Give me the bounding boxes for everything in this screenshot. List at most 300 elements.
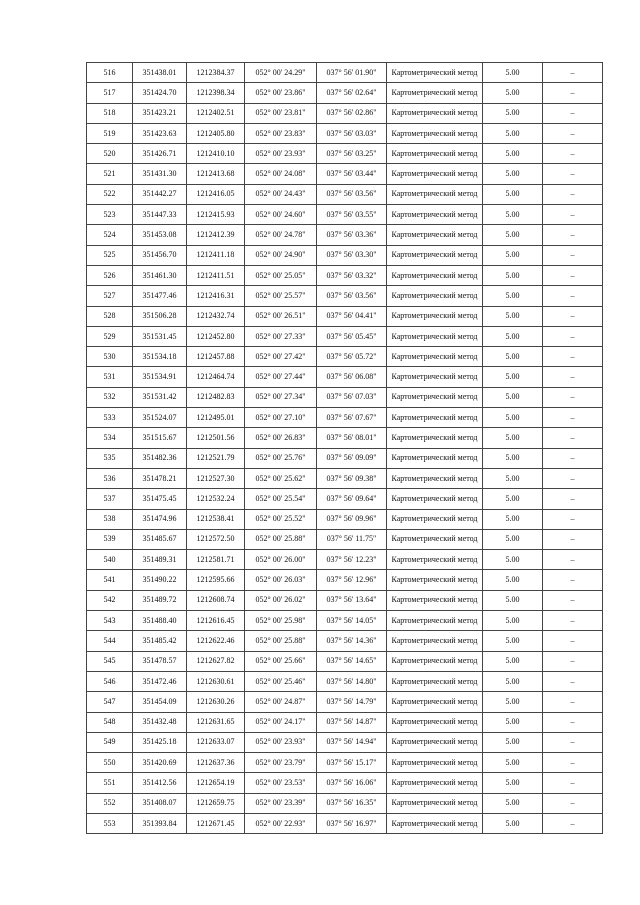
accuracy-cell: 5.00 bbox=[483, 489, 543, 509]
note-cell: – bbox=[543, 753, 603, 773]
table-row bbox=[87, 63, 603, 83]
x-coordinate-cell: 351531.42 bbox=[133, 387, 187, 407]
accuracy-cell: 5.00 bbox=[483, 692, 543, 712]
x-coordinate-cell: 351461.30 bbox=[133, 265, 187, 285]
x-coordinate-cell: 351485.67 bbox=[133, 529, 187, 549]
x-coordinate-cell: 351531.45 bbox=[133, 326, 187, 346]
note-cell: – bbox=[543, 205, 603, 225]
accuracy-cell: 5.00 bbox=[483, 326, 543, 346]
longitude-cell: 037° 56' 03.55" bbox=[317, 205, 387, 225]
table-row bbox=[87, 144, 603, 164]
note-cell: – bbox=[543, 245, 603, 265]
latitude-cell: 052° 00' 25.52" bbox=[245, 509, 317, 529]
latitude-cell: 052° 00' 27.33" bbox=[245, 326, 317, 346]
table-row bbox=[87, 326, 603, 346]
point-number-cell: 545 bbox=[87, 651, 133, 671]
note-cell: – bbox=[543, 164, 603, 184]
method-cell: Картометрический метод bbox=[387, 468, 483, 488]
y-coordinate-cell: 1212572.50 bbox=[187, 529, 245, 549]
y-coordinate-cell: 1212622.46 bbox=[187, 631, 245, 651]
accuracy-cell: 5.00 bbox=[483, 529, 543, 549]
note-cell: – bbox=[543, 306, 603, 326]
method-cell: Картометрический метод bbox=[387, 123, 483, 143]
longitude-cell: 037° 56' 03.56" bbox=[317, 184, 387, 204]
latitude-cell: 052° 00' 22.93" bbox=[245, 813, 317, 833]
method-cell: Картометрический метод bbox=[387, 509, 483, 529]
accuracy-cell: 5.00 bbox=[483, 570, 543, 590]
accuracy-cell: 5.00 bbox=[483, 245, 543, 265]
point-number-cell: 519 bbox=[87, 123, 133, 143]
latitude-cell: 052° 00' 25.46" bbox=[245, 671, 317, 691]
accuracy-cell: 5.00 bbox=[483, 103, 543, 123]
y-coordinate-cell: 1212538.41 bbox=[187, 509, 245, 529]
longitude-cell: 037° 56' 03.03" bbox=[317, 123, 387, 143]
x-coordinate-cell: 351431.30 bbox=[133, 164, 187, 184]
y-coordinate-cell: 1212501.56 bbox=[187, 428, 245, 448]
latitude-cell: 052° 00' 25.76" bbox=[245, 448, 317, 468]
table-row bbox=[87, 590, 603, 610]
method-cell: Картометрический метод bbox=[387, 793, 483, 813]
latitude-cell: 052° 00' 23.93" bbox=[245, 732, 317, 752]
point-number-cell: 528 bbox=[87, 306, 133, 326]
method-cell: Картометрический метод bbox=[387, 529, 483, 549]
longitude-cell: 037° 56' 03.30" bbox=[317, 245, 387, 265]
method-cell: Картометрический метод bbox=[387, 671, 483, 691]
note-cell: – bbox=[543, 83, 603, 103]
y-coordinate-cell: 1212616.45 bbox=[187, 611, 245, 631]
longitude-cell: 037° 56' 15.17" bbox=[317, 753, 387, 773]
method-cell: Картометрический метод bbox=[387, 631, 483, 651]
table-row bbox=[87, 570, 603, 590]
note-cell: – bbox=[543, 326, 603, 346]
x-coordinate-cell: 351490.22 bbox=[133, 570, 187, 590]
coordinates-table bbox=[86, 62, 603, 834]
method-cell: Картометрический метод bbox=[387, 245, 483, 265]
table-row bbox=[87, 529, 603, 549]
x-coordinate-cell: 351442.27 bbox=[133, 184, 187, 204]
note-cell: – bbox=[543, 651, 603, 671]
longitude-cell: 037° 56' 03.25" bbox=[317, 144, 387, 164]
method-cell: Картометрический метод bbox=[387, 813, 483, 833]
note-cell: – bbox=[543, 692, 603, 712]
y-coordinate-cell: 1212633.07 bbox=[187, 732, 245, 752]
point-number-cell: 534 bbox=[87, 428, 133, 448]
method-cell: Картометрический метод bbox=[387, 570, 483, 590]
note-cell: – bbox=[543, 611, 603, 631]
method-cell: Картометрический метод bbox=[387, 753, 483, 773]
point-number-cell: 548 bbox=[87, 712, 133, 732]
longitude-cell: 037° 56' 09.64" bbox=[317, 489, 387, 509]
point-number-cell: 553 bbox=[87, 813, 133, 833]
y-coordinate-cell: 1212416.31 bbox=[187, 286, 245, 306]
y-coordinate-cell: 1212452.80 bbox=[187, 326, 245, 346]
latitude-cell: 052° 00' 26.83" bbox=[245, 428, 317, 448]
point-number-cell: 547 bbox=[87, 692, 133, 712]
latitude-cell: 052° 00' 25.05" bbox=[245, 265, 317, 285]
latitude-cell: 052° 00' 24.17" bbox=[245, 712, 317, 732]
point-number-cell: 532 bbox=[87, 387, 133, 407]
accuracy-cell: 5.00 bbox=[483, 671, 543, 691]
table-row bbox=[87, 468, 603, 488]
point-number-cell: 533 bbox=[87, 408, 133, 428]
latitude-cell: 052° 00' 26.51" bbox=[245, 306, 317, 326]
y-coordinate-cell: 1212411.51 bbox=[187, 265, 245, 285]
x-coordinate-cell: 351425.18 bbox=[133, 732, 187, 752]
note-cell: – bbox=[543, 509, 603, 529]
note-cell: – bbox=[543, 184, 603, 204]
table-row bbox=[87, 367, 603, 387]
y-coordinate-cell: 1212495.01 bbox=[187, 408, 245, 428]
y-coordinate-cell: 1212432.74 bbox=[187, 306, 245, 326]
latitude-cell: 052° 00' 23.83" bbox=[245, 123, 317, 143]
latitude-cell: 052° 00' 23.53" bbox=[245, 773, 317, 793]
longitude-cell: 037° 56' 03.32" bbox=[317, 265, 387, 285]
y-coordinate-cell: 1212413.68 bbox=[187, 164, 245, 184]
latitude-cell: 052° 00' 24.43" bbox=[245, 184, 317, 204]
point-number-cell: 546 bbox=[87, 671, 133, 691]
point-number-cell: 543 bbox=[87, 611, 133, 631]
table-row bbox=[87, 692, 603, 712]
latitude-cell: 052° 00' 24.60" bbox=[245, 205, 317, 225]
y-coordinate-cell: 1212521.79 bbox=[187, 448, 245, 468]
table-row bbox=[87, 732, 603, 752]
method-cell: Картометрический метод bbox=[387, 326, 483, 346]
longitude-cell: 037° 56' 08.01" bbox=[317, 428, 387, 448]
x-coordinate-cell: 351488.40 bbox=[133, 611, 187, 631]
y-coordinate-cell: 1212527.30 bbox=[187, 468, 245, 488]
latitude-cell: 052° 00' 24.08" bbox=[245, 164, 317, 184]
note-cell: – bbox=[543, 590, 603, 610]
latitude-cell: 052° 00' 24.90" bbox=[245, 245, 317, 265]
x-coordinate-cell: 351423.63 bbox=[133, 123, 187, 143]
method-cell: Картометрический метод bbox=[387, 286, 483, 306]
table-row bbox=[87, 428, 603, 448]
latitude-cell: 052° 00' 24.29" bbox=[245, 63, 317, 83]
note-cell: – bbox=[543, 408, 603, 428]
table-row bbox=[87, 408, 603, 428]
accuracy-cell: 5.00 bbox=[483, 813, 543, 833]
table-row bbox=[87, 205, 603, 225]
note-cell: – bbox=[543, 468, 603, 488]
method-cell: Картометрический метод bbox=[387, 184, 483, 204]
x-coordinate-cell: 351412.56 bbox=[133, 773, 187, 793]
method-cell: Картометрический метод bbox=[387, 550, 483, 570]
longitude-cell: 037° 56' 03.56" bbox=[317, 286, 387, 306]
latitude-cell: 052° 00' 23.79" bbox=[245, 753, 317, 773]
latitude-cell: 052° 00' 27.42" bbox=[245, 347, 317, 367]
accuracy-cell: 5.00 bbox=[483, 550, 543, 570]
coordinates-table-body bbox=[87, 63, 603, 834]
y-coordinate-cell: 1212671.45 bbox=[187, 813, 245, 833]
note-cell: – bbox=[543, 813, 603, 833]
method-cell: Картометрический метод bbox=[387, 144, 483, 164]
table-row bbox=[87, 103, 603, 123]
note-cell: – bbox=[543, 712, 603, 732]
point-number-cell: 527 bbox=[87, 286, 133, 306]
latitude-cell: 052° 00' 23.86" bbox=[245, 83, 317, 103]
latitude-cell: 052° 00' 24.87" bbox=[245, 692, 317, 712]
latitude-cell: 052° 00' 25.54" bbox=[245, 489, 317, 509]
note-cell: – bbox=[543, 428, 603, 448]
accuracy-cell: 5.00 bbox=[483, 164, 543, 184]
note-cell: – bbox=[543, 448, 603, 468]
note-cell: – bbox=[543, 529, 603, 549]
note-cell: – bbox=[543, 773, 603, 793]
latitude-cell: 052° 00' 27.44" bbox=[245, 367, 317, 387]
point-number-cell: 531 bbox=[87, 367, 133, 387]
longitude-cell: 037° 56' 09.09" bbox=[317, 448, 387, 468]
longitude-cell: 037° 56' 13.64" bbox=[317, 590, 387, 610]
point-number-cell: 521 bbox=[87, 164, 133, 184]
method-cell: Картометрический метод bbox=[387, 408, 483, 428]
table-row bbox=[87, 753, 603, 773]
y-coordinate-cell: 1212581.71 bbox=[187, 550, 245, 570]
point-number-cell: 522 bbox=[87, 184, 133, 204]
y-coordinate-cell: 1212402.51 bbox=[187, 103, 245, 123]
accuracy-cell: 5.00 bbox=[483, 448, 543, 468]
x-coordinate-cell: 351432.48 bbox=[133, 712, 187, 732]
table-row bbox=[87, 651, 603, 671]
table-row bbox=[87, 813, 603, 833]
x-coordinate-cell: 351454.09 bbox=[133, 692, 187, 712]
method-cell: Картометрический метод bbox=[387, 367, 483, 387]
point-number-cell: 536 bbox=[87, 468, 133, 488]
longitude-cell: 037° 56' 14.36" bbox=[317, 631, 387, 651]
method-cell: Картометрический метод bbox=[387, 448, 483, 468]
table-row bbox=[87, 611, 603, 631]
longitude-cell: 037° 56' 03.36" bbox=[317, 225, 387, 245]
point-number-cell: 529 bbox=[87, 326, 133, 346]
point-number-cell: 541 bbox=[87, 570, 133, 590]
note-cell: – bbox=[543, 732, 603, 752]
longitude-cell: 037° 56' 16.06" bbox=[317, 773, 387, 793]
table-row bbox=[87, 123, 603, 143]
longitude-cell: 037° 56' 12.23" bbox=[317, 550, 387, 570]
point-number-cell: 516 bbox=[87, 63, 133, 83]
latitude-cell: 052° 00' 24.78" bbox=[245, 225, 317, 245]
note-cell: – bbox=[543, 123, 603, 143]
accuracy-cell: 5.00 bbox=[483, 265, 543, 285]
longitude-cell: 037° 56' 14.94" bbox=[317, 732, 387, 752]
table-row bbox=[87, 712, 603, 732]
accuracy-cell: 5.00 bbox=[483, 631, 543, 651]
y-coordinate-cell: 1212637.36 bbox=[187, 753, 245, 773]
point-number-cell: 525 bbox=[87, 245, 133, 265]
longitude-cell: 037° 56' 05.72" bbox=[317, 347, 387, 367]
x-coordinate-cell: 351482.36 bbox=[133, 448, 187, 468]
method-cell: Картометрический метод bbox=[387, 732, 483, 752]
method-cell: Картометрический метод bbox=[387, 347, 483, 367]
note-cell: – bbox=[543, 489, 603, 509]
accuracy-cell: 5.00 bbox=[483, 144, 543, 164]
latitude-cell: 052° 00' 25.57" bbox=[245, 286, 317, 306]
note-cell: – bbox=[543, 103, 603, 123]
accuracy-cell: 5.00 bbox=[483, 509, 543, 529]
table-row bbox=[87, 793, 603, 813]
accuracy-cell: 5.00 bbox=[483, 611, 543, 631]
accuracy-cell: 5.00 bbox=[483, 712, 543, 732]
point-number-cell: 517 bbox=[87, 83, 133, 103]
accuracy-cell: 5.00 bbox=[483, 63, 543, 83]
note-cell: – bbox=[543, 387, 603, 407]
latitude-cell: 052° 00' 26.03" bbox=[245, 570, 317, 590]
y-coordinate-cell: 1212410.10 bbox=[187, 144, 245, 164]
x-coordinate-cell: 351393.84 bbox=[133, 813, 187, 833]
note-cell: – bbox=[543, 570, 603, 590]
point-number-cell: 538 bbox=[87, 509, 133, 529]
table-row bbox=[87, 286, 603, 306]
accuracy-cell: 5.00 bbox=[483, 408, 543, 428]
longitude-cell: 037° 56' 09.96" bbox=[317, 509, 387, 529]
method-cell: Картометрический метод bbox=[387, 63, 483, 83]
table-row bbox=[87, 184, 603, 204]
accuracy-cell: 5.00 bbox=[483, 225, 543, 245]
accuracy-cell: 5.00 bbox=[483, 286, 543, 306]
x-coordinate-cell: 351420.69 bbox=[133, 753, 187, 773]
table-row bbox=[87, 489, 603, 509]
longitude-cell: 037° 56' 11.75" bbox=[317, 529, 387, 549]
longitude-cell: 037° 56' 12.96" bbox=[317, 570, 387, 590]
y-coordinate-cell: 1212630.61 bbox=[187, 671, 245, 691]
y-coordinate-cell: 1212595.66 bbox=[187, 570, 245, 590]
longitude-cell: 037° 56' 01.90" bbox=[317, 63, 387, 83]
longitude-cell: 037° 56' 14.87" bbox=[317, 712, 387, 732]
note-cell: – bbox=[543, 671, 603, 691]
table-row bbox=[87, 509, 603, 529]
point-number-cell: 550 bbox=[87, 753, 133, 773]
point-number-cell: 540 bbox=[87, 550, 133, 570]
latitude-cell: 052° 00' 26.02" bbox=[245, 590, 317, 610]
point-number-cell: 544 bbox=[87, 631, 133, 651]
x-coordinate-cell: 351524.07 bbox=[133, 408, 187, 428]
longitude-cell: 037° 56' 16.35" bbox=[317, 793, 387, 813]
method-cell: Картометрический метод bbox=[387, 692, 483, 712]
table-row bbox=[87, 265, 603, 285]
longitude-cell: 037° 56' 09.38" bbox=[317, 468, 387, 488]
method-cell: Картометрический метод bbox=[387, 489, 483, 509]
table-row bbox=[87, 550, 603, 570]
method-cell: Картометрический метод bbox=[387, 428, 483, 448]
table-row bbox=[87, 83, 603, 103]
method-cell: Картометрический метод bbox=[387, 306, 483, 326]
table-row bbox=[87, 448, 603, 468]
accuracy-cell: 5.00 bbox=[483, 651, 543, 671]
latitude-cell: 052° 00' 25.88" bbox=[245, 631, 317, 651]
y-coordinate-cell: 1212398.34 bbox=[187, 83, 245, 103]
latitude-cell: 052° 00' 25.66" bbox=[245, 651, 317, 671]
point-number-cell: 524 bbox=[87, 225, 133, 245]
longitude-cell: 037° 56' 04.41" bbox=[317, 306, 387, 326]
method-cell: Картометрический метод bbox=[387, 590, 483, 610]
y-coordinate-cell: 1212412.39 bbox=[187, 225, 245, 245]
accuracy-cell: 5.00 bbox=[483, 306, 543, 326]
x-coordinate-cell: 351478.21 bbox=[133, 468, 187, 488]
x-coordinate-cell: 351472.46 bbox=[133, 671, 187, 691]
latitude-cell: 052° 00' 27.34" bbox=[245, 387, 317, 407]
note-cell: – bbox=[543, 347, 603, 367]
point-number-cell: 542 bbox=[87, 590, 133, 610]
method-cell: Картометрический метод bbox=[387, 651, 483, 671]
x-coordinate-cell: 351515.67 bbox=[133, 428, 187, 448]
longitude-cell: 037° 56' 14.05" bbox=[317, 611, 387, 631]
accuracy-cell: 5.00 bbox=[483, 123, 543, 143]
point-number-cell: 526 bbox=[87, 265, 133, 285]
y-coordinate-cell: 1212384.37 bbox=[187, 63, 245, 83]
accuracy-cell: 5.00 bbox=[483, 184, 543, 204]
x-coordinate-cell: 351408.07 bbox=[133, 793, 187, 813]
latitude-cell: 052° 00' 27.10" bbox=[245, 408, 317, 428]
method-cell: Картометрический метод bbox=[387, 712, 483, 732]
x-coordinate-cell: 351424.70 bbox=[133, 83, 187, 103]
x-coordinate-cell: 351506.28 bbox=[133, 306, 187, 326]
point-number-cell: 551 bbox=[87, 773, 133, 793]
latitude-cell: 052° 00' 23.39" bbox=[245, 793, 317, 813]
point-number-cell: 537 bbox=[87, 489, 133, 509]
y-coordinate-cell: 1212464.74 bbox=[187, 367, 245, 387]
x-coordinate-cell: 351447.33 bbox=[133, 205, 187, 225]
table-row bbox=[87, 245, 603, 265]
accuracy-cell: 5.00 bbox=[483, 468, 543, 488]
longitude-cell: 037° 56' 07.03" bbox=[317, 387, 387, 407]
accuracy-cell: 5.00 bbox=[483, 773, 543, 793]
note-cell: – bbox=[543, 225, 603, 245]
note-cell: – bbox=[543, 63, 603, 83]
point-number-cell: 523 bbox=[87, 205, 133, 225]
longitude-cell: 037° 56' 14.65" bbox=[317, 651, 387, 671]
note-cell: – bbox=[543, 550, 603, 570]
note-cell: – bbox=[543, 631, 603, 651]
point-number-cell: 549 bbox=[87, 732, 133, 752]
y-coordinate-cell: 1212654.19 bbox=[187, 773, 245, 793]
accuracy-cell: 5.00 bbox=[483, 428, 543, 448]
y-coordinate-cell: 1212411.18 bbox=[187, 245, 245, 265]
table-row bbox=[87, 306, 603, 326]
table-row bbox=[87, 225, 603, 245]
x-coordinate-cell: 351489.72 bbox=[133, 590, 187, 610]
table-row bbox=[87, 671, 603, 691]
latitude-cell: 052° 00' 23.81" bbox=[245, 103, 317, 123]
accuracy-cell: 5.00 bbox=[483, 732, 543, 752]
x-coordinate-cell: 351438.01 bbox=[133, 63, 187, 83]
y-coordinate-cell: 1212627.82 bbox=[187, 651, 245, 671]
y-coordinate-cell: 1212631.65 bbox=[187, 712, 245, 732]
method-cell: Картометрический метод bbox=[387, 83, 483, 103]
y-coordinate-cell: 1212630.26 bbox=[187, 692, 245, 712]
longitude-cell: 037° 56' 16.97" bbox=[317, 813, 387, 833]
y-coordinate-cell: 1212532.24 bbox=[187, 489, 245, 509]
point-number-cell: 518 bbox=[87, 103, 133, 123]
method-cell: Картометрический метод bbox=[387, 387, 483, 407]
method-cell: Картометрический метод bbox=[387, 225, 483, 245]
method-cell: Картометрический метод bbox=[387, 103, 483, 123]
table-row bbox=[87, 164, 603, 184]
point-number-cell: 520 bbox=[87, 144, 133, 164]
point-number-cell: 539 bbox=[87, 529, 133, 549]
x-coordinate-cell: 351453.08 bbox=[133, 225, 187, 245]
longitude-cell: 037° 56' 05.45" bbox=[317, 326, 387, 346]
accuracy-cell: 5.00 bbox=[483, 753, 543, 773]
latitude-cell: 052° 00' 23.93" bbox=[245, 144, 317, 164]
y-coordinate-cell: 1212659.75 bbox=[187, 793, 245, 813]
y-coordinate-cell: 1212416.05 bbox=[187, 184, 245, 204]
accuracy-cell: 5.00 bbox=[483, 83, 543, 103]
x-coordinate-cell: 351475.45 bbox=[133, 489, 187, 509]
longitude-cell: 037° 56' 06.08" bbox=[317, 367, 387, 387]
point-number-cell: 552 bbox=[87, 793, 133, 813]
y-coordinate-cell: 1212482.83 bbox=[187, 387, 245, 407]
longitude-cell: 037° 56' 02.64" bbox=[317, 83, 387, 103]
method-cell: Картометрический метод bbox=[387, 205, 483, 225]
